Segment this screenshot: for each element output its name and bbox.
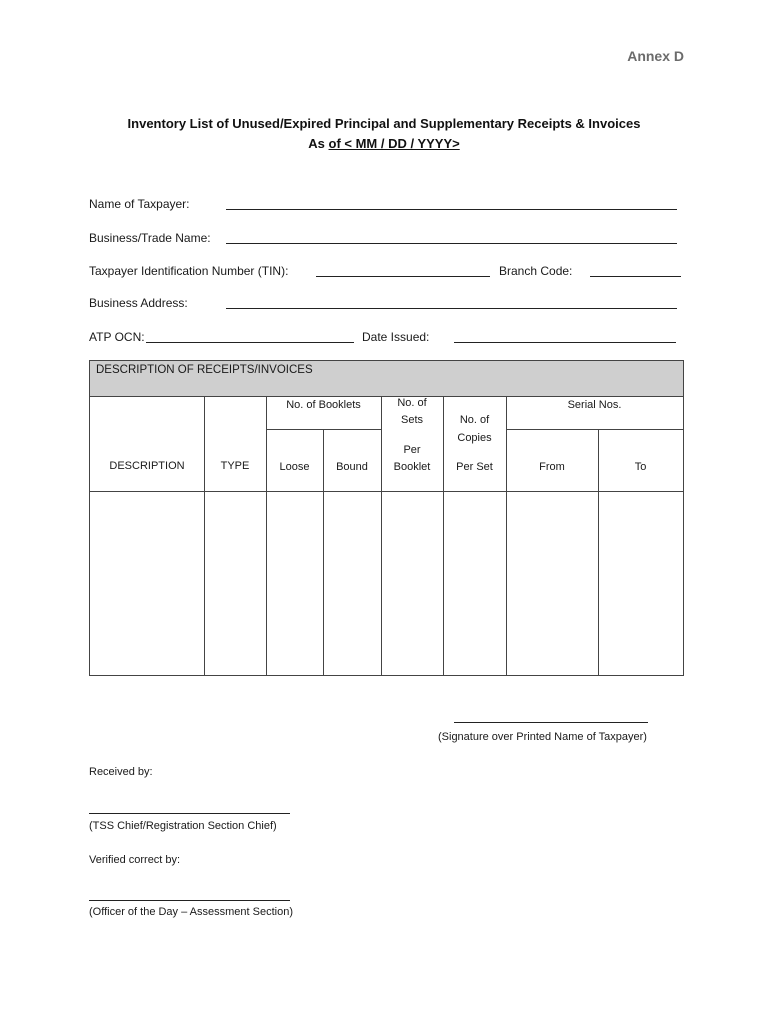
address-label: Business Address:: [89, 296, 188, 310]
serial-divider: [506, 429, 683, 430]
col-divider: [204, 396, 205, 675]
col-divider: [506, 396, 507, 675]
col-sets-line3: Per: [403, 444, 421, 456]
receipts-table: [89, 360, 684, 676]
col-copies-line3: Per Set: [456, 461, 493, 473]
col-bound: Bound: [336, 461, 368, 473]
col-type: TYPE: [220, 460, 250, 472]
section-header-label: DESCRIPTION OF RECEIPTS/INVOICES: [96, 364, 313, 376]
verified-by-label: Verified correct by:: [89, 854, 181, 866]
header-bottom-rule: [90, 491, 683, 492]
officer-caption: (Officer of the Day – Assessment Section): [89, 906, 293, 918]
tin-field[interactable]: [316, 276, 490, 277]
col-description: DESCRIPTION: [109, 460, 185, 472]
trade-name-field[interactable]: [226, 243, 677, 244]
taxpayer-name-field[interactable]: [226, 209, 677, 210]
col-sets-line1: No. of: [397, 397, 427, 409]
as-of-date: of < MM / DD / YYYY>: [328, 136, 460, 151]
col-loose: Loose: [279, 461, 310, 473]
branch-code-field[interactable]: [590, 276, 681, 277]
col-copies-line1: No. of: [459, 414, 490, 426]
form-title: Inventory List of Unused/Expired Principal and Supplementary Receipts & Invoices: [127, 116, 641, 131]
officer-signature-line[interactable]: [89, 900, 290, 901]
col-divider: [381, 396, 382, 675]
group-booklets: No. of Booklets: [286, 399, 361, 411]
col-from: From: [539, 461, 565, 473]
atp-ocn-label: ATP OCN:: [89, 330, 145, 344]
as-of-prefix: As: [308, 136, 325, 151]
annex-label: Annex D: [627, 48, 684, 64]
group-serial: Serial Nos.: [567, 399, 622, 411]
tss-chief-caption: (TSS Chief/Registration Section Chief): [89, 820, 277, 832]
atp-ocn-field[interactable]: [146, 342, 354, 343]
taxpayer-name-label: Name of Taxpayer:: [89, 197, 190, 211]
date-issued-label: Date Issued:: [362, 330, 430, 344]
col-to: To: [634, 461, 647, 473]
trade-name-label: Business/Trade Name:: [89, 231, 211, 245]
tss-chief-signature-line[interactable]: [89, 813, 290, 814]
col-sets-line2: Sets: [400, 414, 423, 426]
address-field[interactable]: [226, 308, 677, 309]
col-copies-line2: Copies: [457, 432, 492, 444]
as-of-line: [0, 136, 768, 151]
col-divider: [266, 396, 267, 675]
date-issued-field[interactable]: [454, 342, 676, 343]
taxpayer-signature-line[interactable]: [454, 722, 648, 723]
tin-label: Taxpayer Identification Number (TIN):: [89, 264, 289, 278]
taxpayer-signature-caption: (Signature over Printed Name of Taxpayer): [438, 731, 647, 743]
received-by-label: Received by:: [89, 766, 153, 778]
table-section-header: [90, 361, 683, 397]
col-sets-line4: Booklet: [393, 461, 431, 473]
branch-code-label: Branch Code:: [499, 264, 573, 278]
